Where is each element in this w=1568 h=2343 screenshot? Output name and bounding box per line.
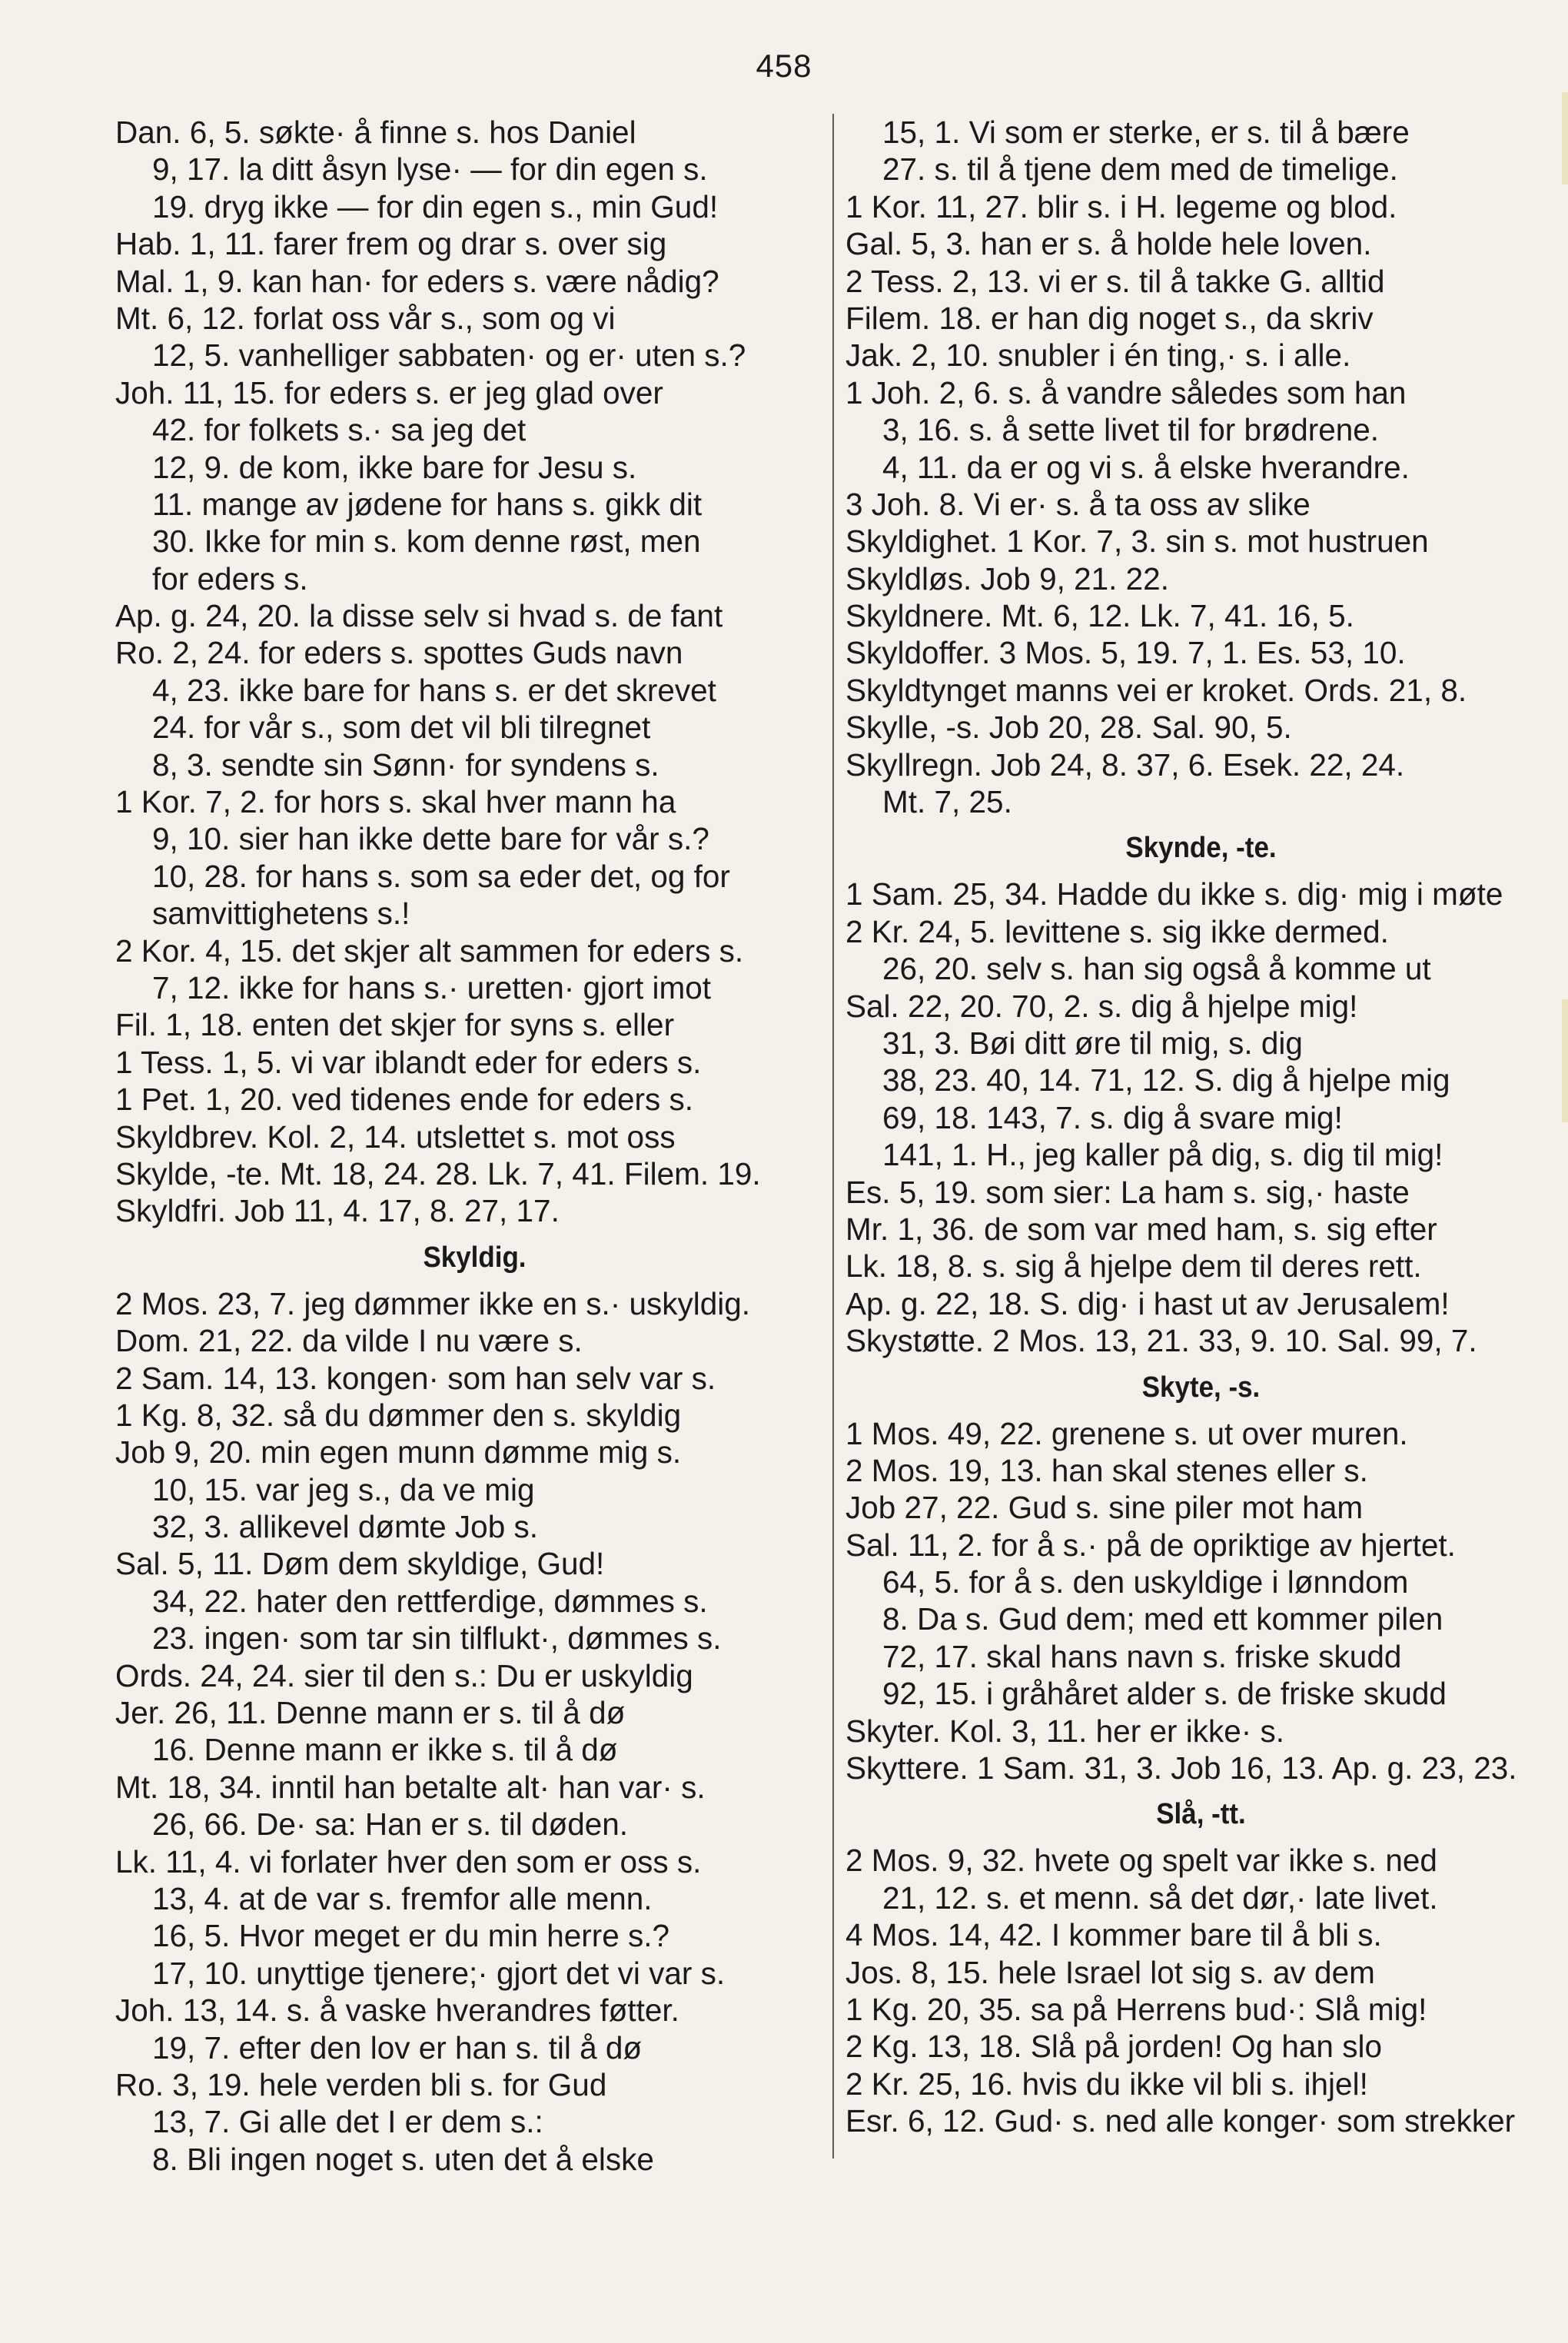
index-line: 1 Kor. 7, 2. for hors s. skal hver mann ha (115, 784, 676, 820)
index-line: Skyldnere. Mt. 6, 12. Lk. 7, 41. 16, 5. (845, 598, 1354, 634)
index-line: Mt. 7, 25. (882, 784, 1012, 820)
index-line: 8. Bli ingen noget s. uten det å elske (152, 2141, 654, 2177)
index-line: 42. for folkets s.· sa jeg det (152, 412, 527, 448)
index-line: 19. dryg ikke — for din egen s., min Gud! (152, 188, 719, 224)
index-line: Skylde, -te. Mt. 18, 24. 28. Lk. 7, 41. Filem. 19. (115, 1155, 761, 1191)
index-line: Ap. g. 24, 20. la disse selv si hvad s. de fant (115, 598, 723, 634)
index-line: Skystøtte. 2 Mos. 13, 21. 33, 9. 10. Sal. 99, 7. (845, 1323, 1477, 1359)
column-divider (832, 114, 834, 2159)
left-column (115, 114, 834, 2178)
index-line: 2 Kr. 25, 16. hvis du ikke vil bli s. ihjel! (845, 2065, 1368, 2102)
index-line: 1 Tess. 1, 5. vi var iblandt eder for eders s. (115, 1044, 702, 1080)
index-line: 64, 5. for å s. den uskyldige i lønndom (882, 1564, 1409, 1600)
index-line: Ap. g. 22, 18. S. dig· i hast ut av Jerusalem! (845, 1285, 1450, 1321)
edge-mark (1562, 92, 1568, 184)
index-line: 3, 16. s. å sette livet til for brødrene. (882, 412, 1380, 448)
index-line: Skyldbrev. Kol. 2, 14. utslettet s. mot oss (115, 1118, 676, 1155)
index-line: 17, 10. unyttige tjenere;· gjort det vi var s. (152, 1955, 726, 1991)
index-line: Skyttere. 1 Sam. 31, 3. Job 16, 13. Ap. g. 23, 23. (845, 1750, 1517, 1786)
index-line: for eders s. (152, 560, 308, 597)
index-line: Ro. 2, 24. for eders s. spottes Guds navn (115, 635, 683, 671)
index-line: Skyldfri. Job 11, 4. 17, 8. 27, 17. (115, 1193, 560, 1229)
index-line: 27. s. til å tjene dem med de timelige. (882, 151, 1398, 188)
index-line: Fil. 1, 18. enten det skjer for syns s. eller (115, 1007, 675, 1043)
index-line: 69, 18. 143, 7. s. dig å svare mig! (882, 1099, 1343, 1135)
index-line: 1 Sam. 25, 34. Hadde du ikke s. dig· mig i møte (845, 876, 1503, 912)
index-line: 19, 7. efter den lov er han s. til å dø (152, 2029, 643, 2065)
index-line: 21, 12. s. et menn. så det dør,· late livet. (882, 1879, 1438, 1916)
index-line: Esr. 6, 12. Gud· s. ned alle konger· som strekker (845, 2103, 1516, 2139)
index-line: 9, 17. la ditt åsyn lyse· — for din egen s. (152, 151, 708, 188)
index-line: 3 Joh. 8. Vi er· s. å ta oss av slike (845, 486, 1311, 522)
index-line: Job 9, 20. min egen munn dømme mig s. (115, 1434, 682, 1471)
index-line: Dan. 6, 5. søkte· å finne s. hos Daniel (115, 115, 636, 150)
index-line: Lk. 11, 4. vi forlater hver den som er oss s. (115, 1843, 702, 1879)
index-line: Job 27, 22. Gud s. sine piler mot ham (845, 1490, 1364, 1526)
index-line: Lk. 18, 8. s. sig å hjelpe dem til deres rett. (845, 1248, 1422, 1284)
index-line: Skyter. Kol. 3, 11. her er ikke· s. (845, 1713, 1284, 1749)
index-line: 1 Kg. 20, 35. sa på Herrens bud·: Slå mig! (845, 1991, 1427, 2027)
index-line: 12, 9. de kom, ikke bare for Jesu s. (152, 449, 637, 485)
index-line: Mt. 18, 34. inntil han betalte alt· han var· s. (115, 1769, 706, 1805)
index-line: Sal. 22, 20. 70, 2. s. dig å hjelpe mig! (845, 988, 1358, 1024)
index-line: 1 Pet. 1, 20. ved tidenes ende for eders s. (115, 1082, 693, 1118)
index-line: 16, 5. Hvor meget er du min herre s.? (152, 1918, 670, 1954)
index-line: 31, 3. Bøi ditt øre til mig, s. dig (882, 1025, 1303, 1061)
index-line: samvittighetens s.! (152, 896, 410, 932)
index-line: Jak. 2, 10. snubler i én ting,· s. i alle. (845, 337, 1351, 374)
index-line: 2 Sam. 14, 13. kongen· som han selv var s. (115, 1360, 716, 1396)
index-line: 16. Denne mann er ikke s. til å dø (152, 1732, 618, 1768)
index-line: 1 Kg. 8, 32. så du dømmer den s. skyldig (115, 1397, 682, 1433)
index-line: 7, 12. ikke for hans s.· uretten· gjort imot (152, 969, 712, 1005)
index-line: 10, 28. for hans s. som sa eder det, og for (152, 858, 730, 894)
index-line: 2 Mos. 9, 32. hvete og spelt var ikke s. ned (845, 1843, 1437, 1879)
index-line: 26, 20. selv s. han sig også å komme ut (882, 951, 1431, 987)
edge-mark (1562, 999, 1568, 1122)
index-line: 8, 3. sendte sin Sønn· for syndens s. (152, 746, 659, 783)
index-line: Mt. 6, 12. forlat oss vår s., som og vi (115, 300, 616, 336)
index-line: Joh. 11, 15. for eders s. er jeg glad over (115, 374, 663, 410)
index-line: 13, 4. at de var s. fremfor alle menn. (152, 1880, 653, 1916)
index-line: Hab. 1, 11. farer frem og drar s. over sig (115, 226, 667, 262)
index-line: 32, 3. allikevel dømte Job s. (152, 1509, 538, 1545)
index-line: Jos. 8, 15. hele Israel lot sig s. av dem (845, 1954, 1375, 1990)
index-line: 38, 23. 40, 14. 71, 12. S. dig å hjelpe mig (882, 1062, 1450, 1098)
index-line: Mal. 1, 9. kan han· for eders s. være nådig? (115, 263, 719, 299)
index-line: 2 Kg. 13, 18. Slå på jorden! Og han slo (845, 2029, 1382, 2065)
index-line: Skyldtynget manns vei er kroket. Ords. 21, 8. (845, 672, 1467, 708)
index-line: Sal. 11, 2. for å s.· på de opriktige av hjertet. (845, 1527, 1456, 1563)
index-line: Es. 5, 19. som sier: La ham s. sig,· haste (845, 1174, 1410, 1210)
section-heading: Skyldig. (423, 1241, 527, 1274)
index-line: 2 Kor. 4, 15. det skjer alt sammen for eders s. (115, 932, 744, 969)
index-line: 1 Joh. 2, 6. s. å vandre således som han (845, 374, 1407, 410)
index-line: Skyldløs. Job 9, 21. 22. (845, 560, 1169, 597)
index-line: 4, 11. da er og vi s. å elske hverandre. (882, 449, 1410, 485)
index-line: Skyldoffer. 3 Mos. 5, 19. 7, 1. Es. 53, 10. (845, 635, 1406, 671)
page-number: 458 (756, 48, 812, 84)
index-line: 2 Kr. 24, 5. levittene s. sig ikke dermed. (845, 913, 1389, 949)
index-line: Gal. 5, 3. han er s. å holde hele loven. (845, 226, 1372, 262)
section-heading: Skynde, -te. (1125, 832, 1277, 865)
index-line: Dom. 21, 22. da vilde I nu være s. (115, 1323, 583, 1359)
index-line: 9, 10. sier han ikke dette bare for vår s.? (152, 821, 709, 857)
index-line: 2 Mos. 19, 13. han skal stenes eller s. (845, 1452, 1368, 1488)
index-line: 23. ingen· som tar sin tilflukt·, dømmes s. (152, 1620, 722, 1657)
index-line: 92, 15. i gråhåret alder s. de friske skudd (882, 1676, 1447, 1712)
index-line: Ro. 3, 19. hele verden bli s. for Gud (115, 2066, 607, 2102)
right-column (845, 114, 1556, 2140)
section-heading: Skyte, -s. (1141, 1371, 1261, 1404)
index-line: Skylle, -s. Job 20, 28. Sal. 90, 5. (845, 710, 1292, 746)
index-line: 13, 7. Gi alle det I er dem s.: (152, 2104, 543, 2140)
index-line: 8. Da s. Gud dem; med ett kommer pilen (882, 1601, 1443, 1637)
index-line: 72, 17. skal hans navn s. friske skudd (882, 1638, 1402, 1674)
section-heading: Slå, -tt. (1156, 1798, 1246, 1831)
index-line: Skyldighet. 1 Kor. 7, 3. sin s. mot hustruen (845, 523, 1429, 560)
index-line: 24. for vår s., som det vil bli tilregnet (152, 710, 651, 746)
index-line: Sal. 5, 11. Døm dem skyldige, Gud! (115, 1546, 605, 1582)
index-line: 10, 15. var jeg s., da ve mig (152, 1471, 535, 1507)
index-line: 11. mange av jødene for hans s. gikk dit (152, 486, 703, 522)
index-line: 2 Mos. 23, 7. jeg dømmer ikke en s.· uskyldig. (115, 1285, 751, 1321)
index-line: Joh. 13, 14. s. å vaske hverandres føtter. (115, 1992, 679, 2029)
index-line: 30. Ikke for min s. kom denne røst, men (152, 523, 701, 560)
index-line: Skyllregn. Job 24, 8. 37, 6. Esek. 22, 24. (845, 746, 1405, 783)
index-line: 26, 66. De· sa: Han er s. til døden. (152, 1806, 629, 1843)
index-line: 34, 22. hater den rettferdige, dømmes s. (152, 1583, 708, 1619)
index-line: Ords. 24, 24. sier til den s.: Du er uskyldig (115, 1657, 693, 1693)
index-line: 1 Kor. 11, 27. blir s. i H. legeme og blod. (845, 188, 1397, 224)
index-line: 2 Tess. 2, 13. vi er s. til å takke G. alltid (845, 263, 1385, 299)
index-line: 12, 5. vanhelliger sabbaten· og er· uten s.? (152, 337, 746, 374)
index-line: 4, 23. ikke bare for hans s. er det skrevet (152, 672, 716, 708)
index-line: 15, 1. Vi som er sterke, er s. til å bære (882, 115, 1410, 150)
index-line: 1 Mos. 49, 22. grenene s. ut over muren. (845, 1415, 1408, 1451)
index-line: 4 Mos. 14, 42. I kommer bare til å bli s. (845, 1917, 1382, 1953)
index-line: 141, 1. H., jeg kaller på dig, s. dig til mig! (882, 1137, 1443, 1173)
index-line: Jer. 26, 11. Denne mann er s. til å dø (115, 1695, 626, 1731)
index-line: Mr. 1, 36. de som var med ham, s. sig efter (845, 1211, 1437, 1247)
index-line: Filem. 18. er han dig noget s., da skriv (845, 300, 1374, 336)
